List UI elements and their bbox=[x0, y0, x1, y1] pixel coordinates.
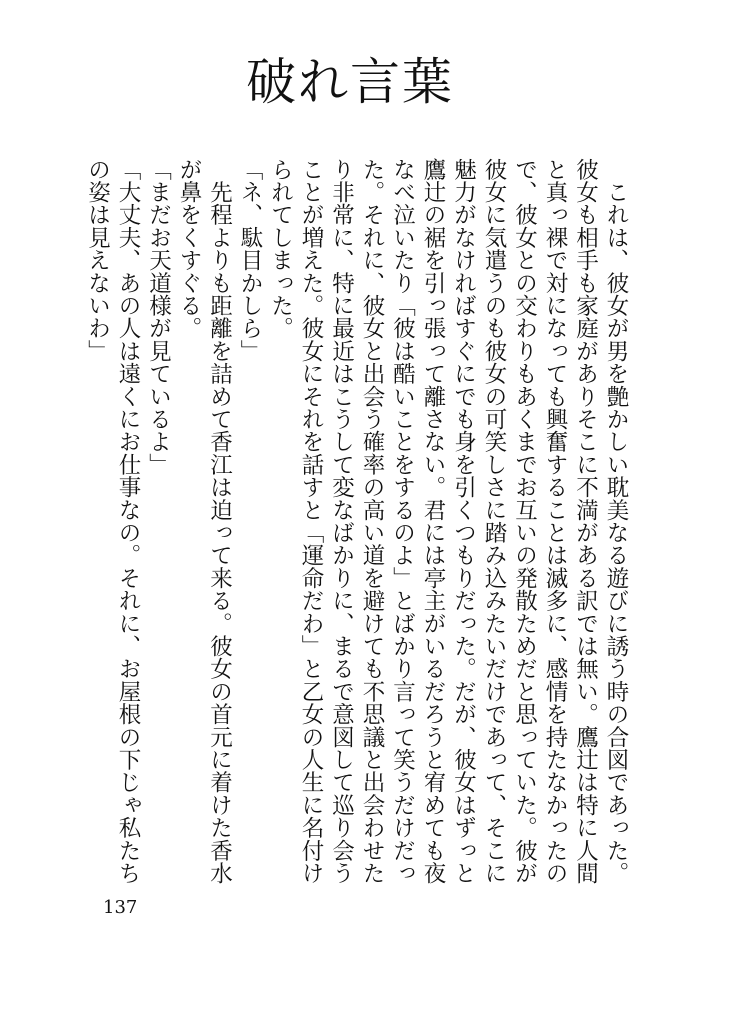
paragraph: 「大丈夫、あの人は遠くにお仕事なの。それに、お屋根の下じゃ私たちの姿は見えないわ」 bbox=[84, 158, 141, 885]
paragraph: 「まだお天道様が見ているよ」 bbox=[145, 158, 172, 476]
chapter-title: 破れ言葉 bbox=[246, 53, 454, 111]
page-number: 137 bbox=[103, 897, 138, 918]
paragraph: 「ネ、駄目かしら」 bbox=[237, 158, 263, 363]
body-text bbox=[84, 158, 631, 898]
paragraph: これは、彼女が男を艶かしい耽美なる遊びに誘う時の合図であった。彼女も相手も家庭がありそこに不満がある訳では無い。鷹辻は特に人間と真っ裸で対になっても興奮することは滅多に、感情を持たなかったので、彼女との交わりもあくまでお互いの発散ためだと思っていた。彼が彼女に気遣うのも彼女の可笑しさに踏み込みたいだけであって、そこに魅力がなければすぐにでも身を引くつもりだった。だが、彼女はずっと鷹辻の裾を引っ張って離さない。君には亭主がいるだろうと宥めても夜なべ泣いたり「彼は酷いことをするのよ」とばかり言って笑うだけだった。それに、彼女と出会う確率の高い道を避けても不思議と出会わせたり非常に、特に最近はこうして変なばかりに、まるで意図して巡り会うことが増えた。彼女にそれを話すと「運命だわ」と乙女の人生に名付けられてしまった。 bbox=[267, 158, 629, 885]
paragraph: 先程よりも距離を詰めて香江は迫って来る。彼女の首元に着けた香水が鼻をくすぐる。 bbox=[176, 158, 233, 885]
